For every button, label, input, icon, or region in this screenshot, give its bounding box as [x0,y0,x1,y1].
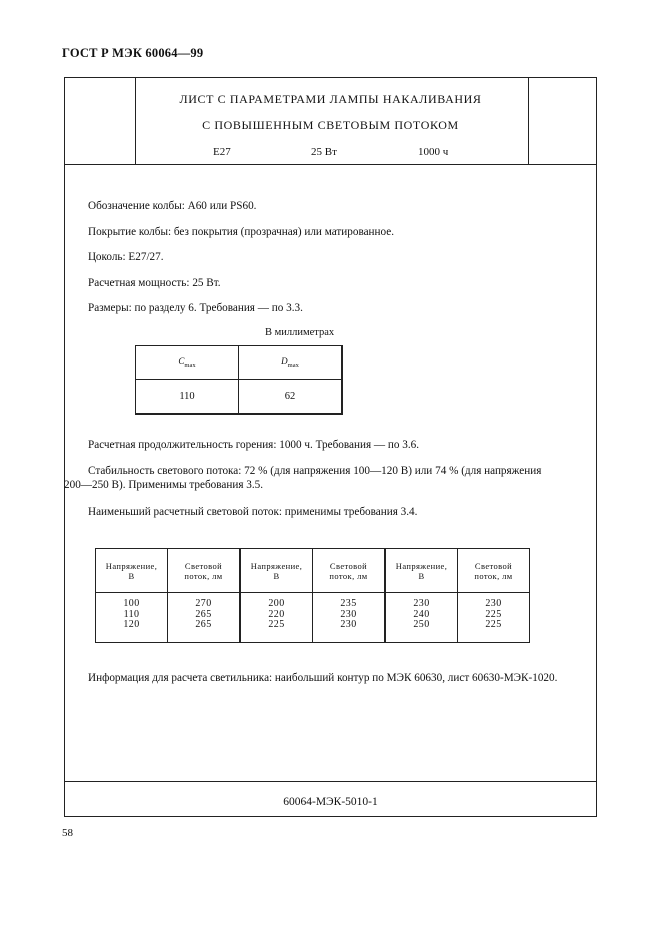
rated-life: 1000 ч [418,146,449,158]
cap-type: E27 [213,146,231,158]
life-info: Расчетная продолжительность горения: 1000 ч. Требования — по 3.6. [88,439,420,451]
sheet-title-line2: С ПОВЫШЕННЫМ СВЕТОВЫМ ПОТОКОМ [202,118,459,132]
flux-values: 270 265 265 [168,593,241,643]
sheet-title-line1: ЛИСТ С ПАРАМЕТРАМИ ЛАМПЫ НАКАЛИВАНИЯ [179,92,482,106]
c-max-header: $C_{max}$ [136,346,239,380]
d-max-header: $D_{max}$ [239,346,343,380]
voltage-values: 100 110 120 [96,593,168,643]
flux-values-row [96,593,530,643]
footer-divider [65,781,596,782]
voltage-header: Напряжение, В [240,549,313,593]
c-max-value: 110 [136,380,239,415]
min-flux-info: Наименьший расчетный световой поток: применимы требования 3.4. [88,506,418,518]
bulb-finish: Покрытие колбы: без покрытия (прозрачная) или матированное. [88,226,395,238]
voltage-values: 230 240 250 [385,593,458,643]
stability-info-line2: 200—250 В). Применимы требования 3.5. [64,479,264,491]
flux-table [95,548,530,643]
flux-values: 235 230 230 [313,593,386,643]
flux-header: Световой поток, лм [313,549,386,593]
bulb-designation: Обозначение колбы: A60 или PS60. [88,200,257,212]
flux-header: Световой поток, лм [168,549,241,593]
voltage-values: 200 220 225 [240,593,313,643]
rated-power-info: Расчетная мощность: 25 Вт. [88,277,221,289]
sheet-title-block [65,78,596,165]
voltage-header: Напряжение, В [385,549,458,593]
units-note: В миллиметрах [265,327,335,338]
stability-info-line1: Стабильность светового потока: 72 % (для напряжения 100—120 В) или 74 % (для напряжения [88,465,542,477]
dimensions-table [135,345,343,415]
rated-power: 25 Вт [311,146,337,158]
page-number: 58 [62,827,73,839]
voltage-header: Напряжение, В [96,549,168,593]
sheet-code: 60064-МЭК-5010-1 [283,796,378,808]
dimensions-info: Размеры: по разделу 6. Требования — по 3.3. [88,302,303,314]
flux-values: 230 225 225 [458,593,530,643]
luminaire-info: Информация для расчета светильника: наибольший контур по МЭК 60630, лист 60630-МЭК-1020. [88,672,558,684]
standard-header: ГОСТ Р МЭК 60064—99 [62,46,204,60]
flux-header-row [96,549,530,593]
d-max-value: 62 [239,380,343,415]
cap-info: Цоколь: E27/27. [88,251,164,263]
flux-header: Световой поток, лм [458,549,530,593]
